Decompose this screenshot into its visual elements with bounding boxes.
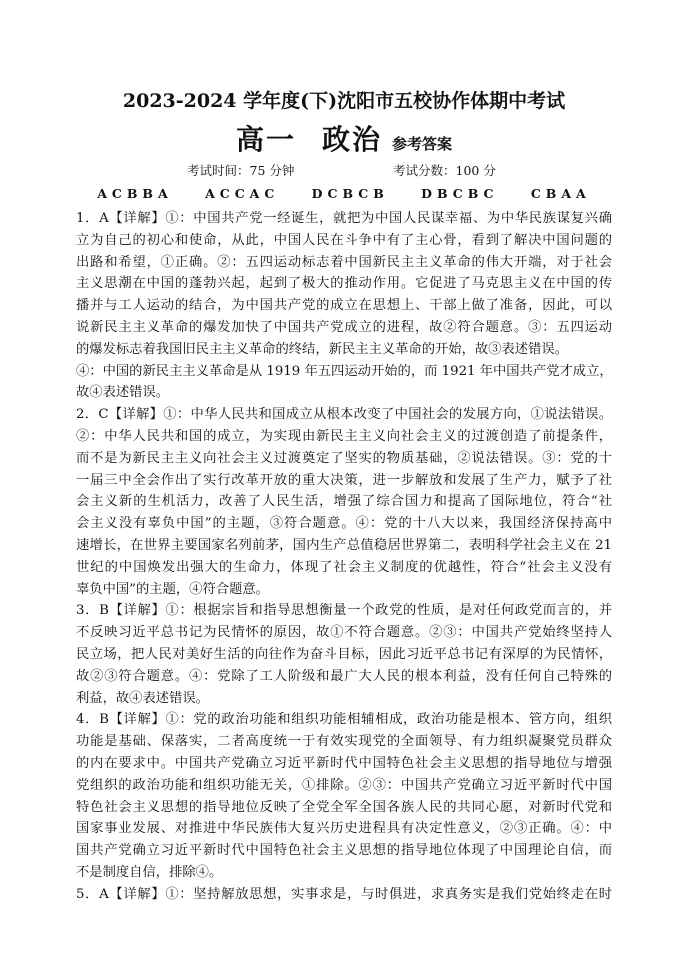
text-line: 的内在要求中。中国共产党确立习近平新时代中国特色社会主义思想的指导地位与增强 — [76, 755, 612, 771]
text-line: 不是制度自信，排除④。 — [76, 864, 223, 880]
text-line: 国共产党确立习近平新时代中国特色社会主义思想的指导地位体现了中国理论自信，而 — [76, 843, 612, 859]
grade-label: 高一 — [235, 123, 296, 156]
text-line: 的爆发标志着我国旧民主主义革命的终结，新民主主义革命的开始，故③表述错误。 — [76, 341, 568, 357]
text-line: 不反映习近平总书记为民情怀的原因，故①不符合题意。②③：中国共产党始终坚持人 — [76, 625, 612, 641]
answer-group: DCBCB — [311, 186, 389, 201]
exam-score: 考试分数：100 分 — [393, 163, 496, 178]
text-line: 而不是为新民主主义向社会主义过渡奠定了坚实的物质基础，②说法错误。③：党的十 — [76, 450, 612, 466]
text-line: 利益，故④表述错误。 — [76, 690, 209, 706]
text-line: 速增长，在世界主要国家名列前茅，国内生产总值稳居世界第二，表明科学社会主义在 21 — [76, 537, 612, 553]
text-line: 故②③符合题意。④：党除了工人阶级和最广大人民的根本利益，没有任何自己特殊的 — [76, 668, 612, 684]
text-line: 辜负中国”的主题，④符合题意。 — [76, 581, 269, 597]
text-line: 主义思潮在中国的蓬勃兴起，起到了极大的推动作用。它促进了马克思主义在中国的传 — [76, 276, 612, 292]
text-line: 党组织的政治功能和组织功能无关，①排除。②③：中国共产党确立习近平新时代中国 — [76, 777, 612, 793]
text-line: 出路和希望，①正确。②：五四运动标志着中国新民主主义革命的伟大开端，对于社会 — [76, 254, 612, 270]
text-line: 特色社会主义思想的指导地位反映了全党全军全国各族人民的共同心愿，对新时代党和 — [76, 799, 612, 815]
text-line: 民立场，把人民对美好生活的向往作为奋斗目标，因此习近平总书记有深厚的为民情怀， — [76, 646, 612, 662]
text-line: 一届三中全会作出了实行改革开放的重大决策，进一步解放和发展了生产力，赋予了社 — [76, 472, 612, 488]
text-line: 会主义新的生机活力，改善了人民生活，增强了综合国力和提高了国际地位，符合“社 — [76, 494, 612, 510]
text-line: 故④表述错误。 — [76, 385, 170, 401]
exam-time: 考试时间：75 分钟 — [187, 163, 295, 178]
exam-title: 2023-2024 学年度(下)沈阳市五校协作体期中考试 — [122, 90, 566, 112]
text-line: ②：中华人民共和国的成立，为实现由新民主主义向社会主义的过渡创造了前提条件， — [76, 428, 612, 444]
text-line: 功能是基础、保落实，二者高度统一于有效实现党的全面领导、有力组织凝聚党员群众 — [76, 734, 612, 750]
answer-key-row — [0, 186, 688, 201]
text-line: 世纪的中国焕发出强大的生命力，体现了社会主义制度的优越性，符合“社会主义没有 — [76, 559, 612, 575]
text-line: 4．B【详解】①：党的政治功能和组织功能相辅相成，政治功能是根本、管方向，组织 — [76, 712, 612, 728]
answer-label: 参考答案 — [392, 135, 453, 153]
answer-group: ACBBA — [97, 186, 173, 201]
text-line: 播并与工人运动的结合，为中国共产党的成立在思想上、干部上做了准备，因此，可以 — [76, 298, 612, 314]
answer-group: DBCBC — [421, 186, 499, 201]
answer-group: CBAA — [530, 186, 591, 201]
text-line: 国家事业发展、对推进中华民族伟大复兴历史进程具有决定性意义，②③正确。④：中 — [76, 821, 612, 837]
subject-title — [0, 118, 688, 158]
text-line: 5．A【详解】①：坚持解放思想，实事求是，与时俱进，求真务实是我们党始终走在时 — [76, 886, 612, 902]
subject-label: 政治 — [321, 123, 382, 156]
text-line: 会主义没有辜负中国”的主题，③符合题意。④：党的十八大以来，我国经济保持高中 — [76, 516, 612, 532]
text-line: 1．A【详解】①：中国共产党一经诞生，就把为中国人民谋幸福、为中华民族谋复兴确 — [76, 211, 612, 226]
answer-group: ACCAC — [205, 186, 280, 201]
text-line: ④：中国的新民主主义革命是从 1919 年五四运动开始的，而 1921 年中国共产党才成立， — [76, 363, 613, 379]
text-line: 立为自己的初心和使命，从此，中国人民在斗争中有了主心骨，看到了解决中国问题的 — [76, 232, 612, 248]
text-line: 3．B【详解】①：根据宗旨和指导思想衡量一个政党的性质，是对任何政党而言的，并 — [76, 603, 612, 619]
text-line: 说新民主主义革命的爆发加快了中国共产党成立的进程，故②符合题意。③：五四运动 — [76, 319, 612, 335]
text-line: 2．C【详解】①：中华人民共和国成立从根本改变了中国社会的发展方向，①说法错误。 — [76, 407, 612, 423]
explanations-body — [76, 208, 612, 906]
